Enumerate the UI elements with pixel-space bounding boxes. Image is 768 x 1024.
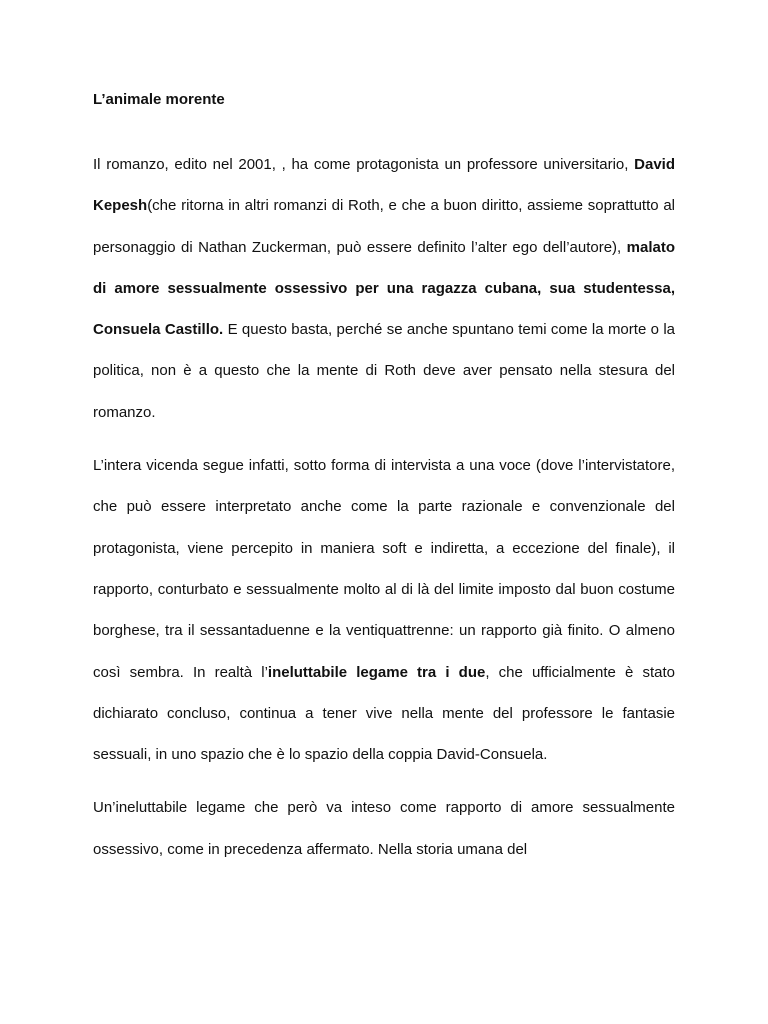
paragraph-1-segment-5: E questo basta, perché se anche spuntano temi come la morte o la politica, non è a questo che la mente di Roth deve aver pensato nella stesura del romanzo. <box>93 321 675 421</box>
bold-phrase-malato-di-amore: malato di amore sessualmente ossessivo per una ragazza cubana, sua studentessa, Consuela Castillo. <box>93 238 675 339</box>
paragraph-2-segment-1: L’intera vicenda segue infatti, sotto forma di intervista a una voce (dove l’intervistatore, che può essere interpretato anche come la parte razionale e convenzionale del protagonista, viene percepito in maniera soft e indiretta, a eccezione del finale), il rapporto, conturbato e sessualmente molto al di là del limite imposto dal buon costume borghese, tra il sessantaduenne e la ventiquattrenne: un rapporto già finito. O almeno così sembra. In realtà l’ <box>93 457 675 681</box>
paragraph-1-segment-1: Il romanzo, edito nel 2001, , ha come protagonista un professore universitario, <box>93 156 635 173</box>
bold-phrase-ineluttabile-legame: ineluttabile legame tra i due <box>267 663 486 681</box>
paragraph-1-segment-3: (che ritorna in altri romanzi di Roth, e che a buon diritto, assieme soprattutto al personaggio di Nathan Zuckerman, può essere definito l’alter ego dell’autore), <box>93 197 675 256</box>
paragraph-3 <box>93 787 675 870</box>
bold-name-david-kepesh: David Kepesh <box>93 156 675 215</box>
paragraph-1 <box>93 144 675 433</box>
paragraph-2-segment-3: , che ufficialmente è stato dichiarato concluso, continua a tener vive nella mente del professore le fantasie sessuali, in uno spazio che è lo spazio della coppia David-Consuela. <box>93 663 675 764</box>
document-title: L’animale morente <box>93 91 225 108</box>
paragraph-3-segment-1: Un’ineluttabile legame che però va inteso come rapporto di amore sessualmente ossessivo, come in precedenza affermato. Nella storia umana del <box>93 799 675 858</box>
paragraph-2 <box>93 445 675 775</box>
